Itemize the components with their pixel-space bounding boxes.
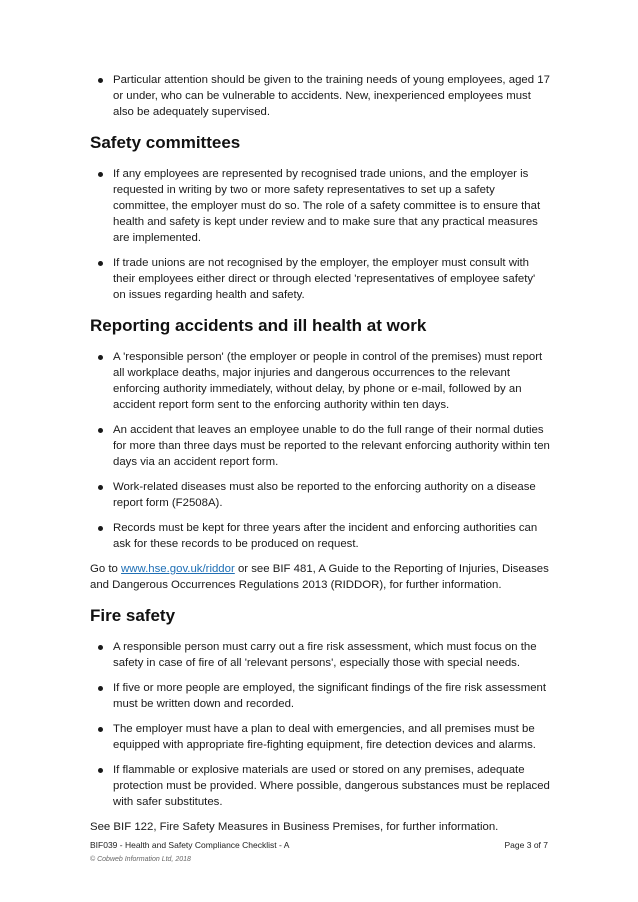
footer-row	[90, 840, 548, 850]
section-heading-fire-safety: Fire safety	[90, 606, 176, 625]
list-item-text: Particular attention should be given to the training needs of young employees, aged 17 or under, who can be vulnerable to accidents. New, inexperienced employees must also be adequately supervised.	[113, 74, 550, 118]
list-item	[90, 520, 550, 552]
footer-document-title: BIF039 - Health and Safety Compliance Checklist - A	[90, 840, 290, 850]
safety-committees-list	[90, 166, 550, 303]
bullet-icon	[98, 645, 103, 650]
list-item-text: A 'responsible person' (the employer or people in control of the premises) must report all workplace deaths, major injuries and dangerous occurrences to the relevant enforcing authority immediately, without delay, by phone or e-mail, followed by an accident report form sent to the enforcing authority within ten days.	[113, 351, 543, 411]
list-item	[90, 639, 550, 671]
bullet-icon	[98, 686, 103, 691]
fire-safety-list	[90, 639, 550, 810]
bullet-icon	[98, 485, 103, 490]
list-item	[90, 479, 550, 511]
intro-bullet-list	[90, 72, 550, 120]
reporting-list	[90, 349, 550, 552]
bullet-icon	[98, 727, 103, 732]
list-item-text: Records must be kept for three years after the incident and enforcing authorities can ask for these records to be produced on request.	[113, 522, 538, 550]
section-heading-safety-committees: Safety committees	[90, 133, 241, 152]
list-item-text: The employer must have a plan to deal with emergencies, and all premises must be equipped with appropriate fire-fighting equipment, fire detection devices and alarms.	[113, 723, 536, 751]
list-item-text: An accident that leaves an employee unable to do the full range of their normal duties for more than three days must be reported to the relevant enforcing authority within ten days via an accident report form.	[113, 424, 550, 468]
riddor-link[interactable]: www.hse.gov.uk/riddor	[121, 563, 235, 575]
bullet-icon	[98, 261, 103, 266]
list-item-text: If any employees are represented by recognised trade unions, and the employer is requested in writing by two or more safety representatives to set up a safety committee, the employer must do so. The role of a safety committee is to ensure that health and safety is kept under review and to make sure that any practical measures are implemented.	[113, 168, 541, 244]
footer-page-number: Page 3 of 7	[504, 840, 548, 850]
list-item	[90, 349, 550, 413]
section-heading-reporting: Reporting accidents and ill health at work	[90, 316, 427, 335]
list-item	[90, 762, 550, 810]
list-item-text: A responsible person must carry out a fire risk assessment, which must focus on the safety in case of fire of all 'relevant persons', especially those with special needs.	[113, 641, 537, 669]
list-item	[90, 166, 550, 246]
riddor-note	[90, 561, 550, 593]
footer-copyright: © Cobweb Information Ltd, 2018	[90, 856, 191, 863]
riddor-note-prefix: Go to	[90, 563, 122, 575]
bullet-icon	[98, 526, 103, 531]
list-item	[90, 422, 550, 470]
list-item-text: If trade unions are not recognised by the employer, the employer must consult with their employees either direct or through elected 'representatives of employee safety' on issues regarding health and safety.	[113, 257, 536, 301]
list-item	[90, 721, 550, 753]
list-item-text: If flammable or explosive materials are used or stored on any premises, adequate protection must be provided. Where possible, dangerous substances must be replaced with safer substitutes.	[113, 764, 550, 808]
bullet-icon	[98, 355, 103, 360]
riddor-note-suffix: or see BIF 481, A Guide to the Reporting of Injuries, Diseases and Dangerous Occurrences Regulations 2013 (RIDDOR), for further information.	[90, 563, 549, 591]
bullet-icon	[98, 428, 103, 433]
list-item-text: If five or more people are employed, the significant findings of the fire risk assessment must be written down and recorded.	[113, 682, 547, 710]
list-item	[90, 255, 550, 303]
bullet-icon	[98, 78, 103, 83]
page-footer	[90, 840, 548, 863]
page-content	[90, 72, 550, 847]
list-item	[90, 72, 550, 120]
bullet-icon	[98, 768, 103, 773]
bullet-icon	[98, 172, 103, 177]
fire-safety-note: See BIF 122, Fire Safety Measures in Business Premises, for further information.	[90, 821, 499, 833]
list-item	[90, 680, 550, 712]
list-item-text: Work-related diseases must also be reported to the enforcing authority on a disease report form (F2508A).	[113, 481, 536, 509]
